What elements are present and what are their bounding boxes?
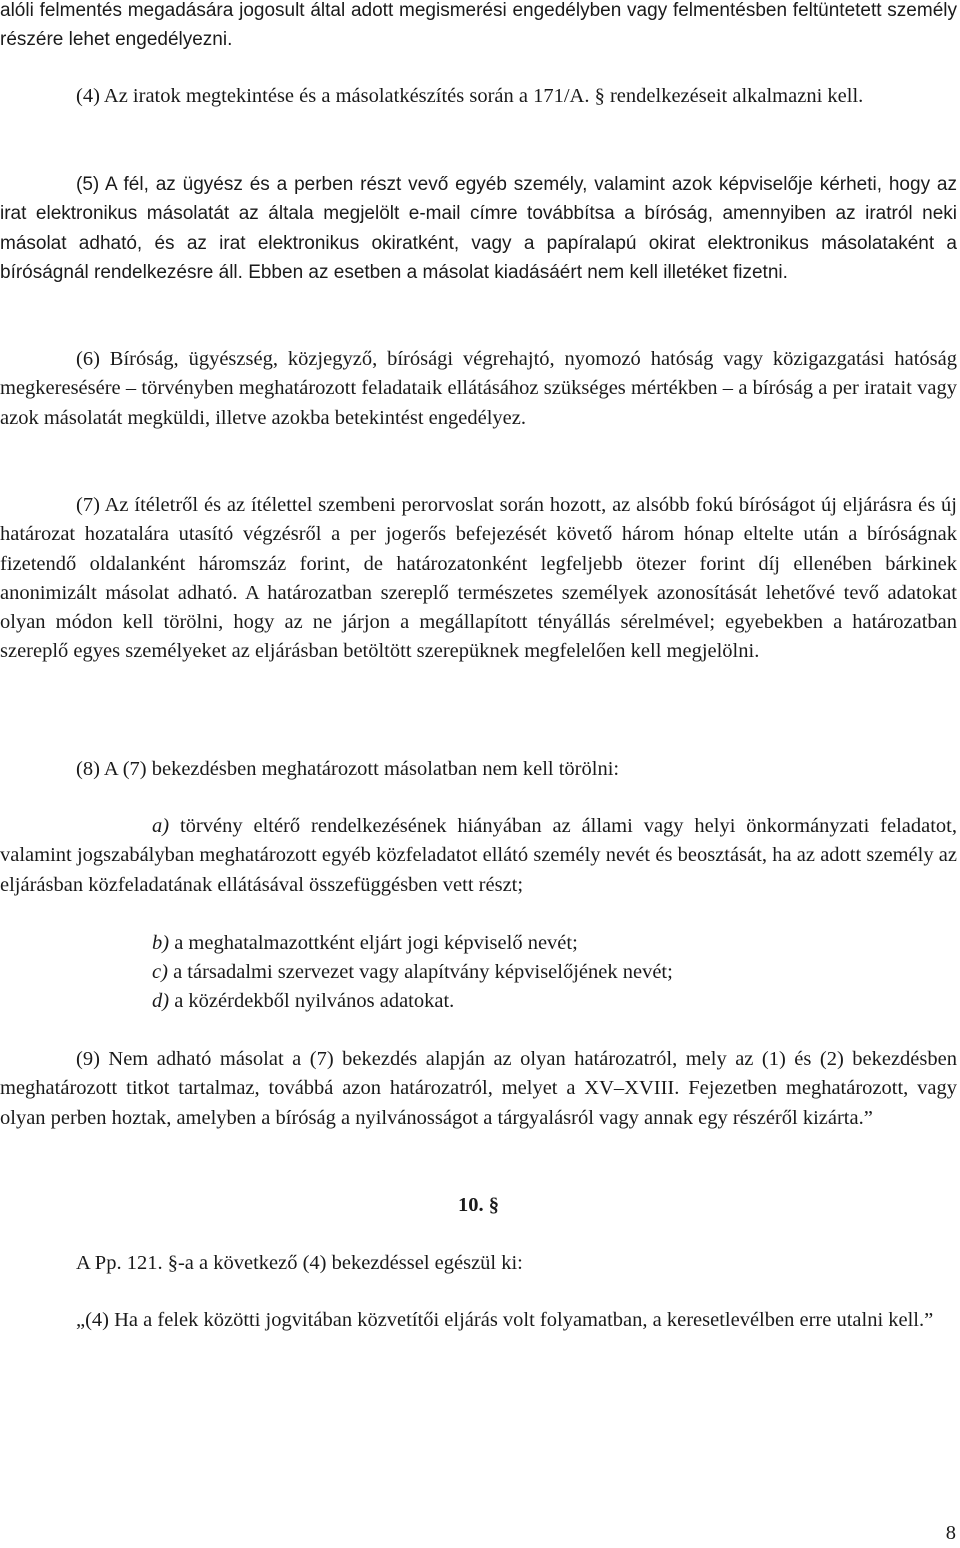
list-item-b xyxy=(0,929,957,958)
list-item-label: b) xyxy=(152,932,170,954)
paragraph-intro-text: alóli felmentés megadására jogosult által adott megismerési engedélyben vagy felmentésben feltüntetett személy részére lehet engedélyezni. xyxy=(0,0,957,51)
list-item-label: a) xyxy=(152,815,170,837)
paragraph-10-4 xyxy=(0,1306,957,1335)
paragraph-intro xyxy=(0,0,957,55)
list-item-body: a közérdekből nyilvános adatokat. xyxy=(169,990,455,1012)
section-heading xyxy=(0,1191,957,1220)
paragraph-4 xyxy=(0,82,957,111)
paragraph-10-intro xyxy=(0,1249,957,1278)
list-item-c-text xyxy=(0,958,957,987)
list-item-b-text xyxy=(0,929,957,958)
paragraph-9-text: (9) Nem adható másolat a (7) bekezdés alapján az olyan határozatról, mely az (1) és (2) bekezdésben meghatározott titkot tartalmaz, továbbá azon határozatról, melyet a XV–XVIII. Fejezetben meghatározott, vagy olyan perben hoztak, amelyben a bíróság a nyilvánosságot a tárgyalásról vagy annak egy részéről kizárta.” xyxy=(0,1048,957,1129)
paragraph-8 xyxy=(0,755,957,784)
list-item-body: törvény eltérő rendelkezésének hiányában az állami vagy helyi önkormányzati feladatot, valamint jogszabályban meghatározott egyéb közfeladatot ellátó személy nevét és beosztását, ha az adott személy az eljárásban közfeladatának ellátásával összefüggésben vett részt; xyxy=(0,815,957,896)
paragraph-10-intro-text: A Pp. 121. §-a a következő (4) bekezdéssel egészül ki: xyxy=(76,1252,523,1274)
paragraph-5-text: (5) A fél, az ügyész és a perben részt vevő egyéb személy, valamint azok képviselője kérheti, hogy az irat elektronikus másolatát az általa megjelölt e-mail címre továbbítsa a bíróság, amennyiben az iratról neki másolat adható, és az irat elektronikus okiratként, vagy a papíralapú okirat elektronikus másolataként a bíróságnál rendelkezésre áll. Ebben az esetben a másolat kiadásáért nem kell illetéket fizetni. xyxy=(0,174,957,283)
paragraph-7-text: (7) Az ítéletről és az ítélettel szembeni perorvoslat során hozott, az alsóbb fokú bíróságot új eljárásra és új határozat hozatalára utasító végzésről a per jogerős befejezését követő három hónap eltelte után a bíróságnak fizetendő oldalanként háromszáz forint, de határozatonként legfeljebb ötezer forint díj ellenében bárkinek anonimizált másolat adható. A határozatban szereplő természetes személyek azonosítását lehetővé tevő adatokat olyan módon kell törölni, hogy az ne járjon a megállapított tényállás sérelmével; egyebekben a határozatban szereplő egyes személyeket az eljárásban betöltött szerepüknek megfelelően kell megjelölni. xyxy=(0,494,957,663)
paragraph-10-4-text: „(4) Ha a felek közötti jogvitában közvetítői eljárás volt folyamatban, a keresetlevélben erre utalni kell.” xyxy=(76,1309,934,1331)
list-item-label: d) xyxy=(152,990,170,1012)
list-item-a xyxy=(0,812,957,900)
list-item-body: a társadalmi szervezet vagy alapítvány képviselőjének nevét; xyxy=(167,961,673,983)
paragraph-5 xyxy=(0,170,957,287)
paragraph-8-text: (8) A (7) bekezdésben meghatározott másolatban nem kell törölni: xyxy=(76,758,620,780)
section-heading-text: 10. § xyxy=(458,1194,499,1216)
page-number: 8 xyxy=(945,1522,956,1544)
list-item-a-text xyxy=(0,812,957,900)
paragraph-6-text: (6) Bíróság, ügyészség, közjegyző, bírósági végrehajtó, nyomozó hatóság vagy közigazgatási hatóság megkeresésére – törvényben meghatározott feladataik ellátásához szükséges mértékben – a bíróság a per iratait vagy azok másolatát megküldi, illetve azokba betekintést engedélyez. xyxy=(0,348,957,429)
list-item-d-text xyxy=(0,987,957,1016)
paragraph-7 xyxy=(0,491,957,667)
paragraph-6 xyxy=(0,345,957,433)
list-item-c xyxy=(0,958,957,987)
list-item-body: a meghatalmazottként eljárt jogi képviselő nevét; xyxy=(169,932,578,954)
list-item-d xyxy=(0,987,957,1016)
list-item-label: c) xyxy=(152,961,168,983)
paragraph-9 xyxy=(0,1045,957,1133)
paragraph-4-text: (4) Az iratok megtekintése és a másolatkészítés során a 171/A. § rendelkezéseit alkalmazni kell. xyxy=(76,85,864,107)
